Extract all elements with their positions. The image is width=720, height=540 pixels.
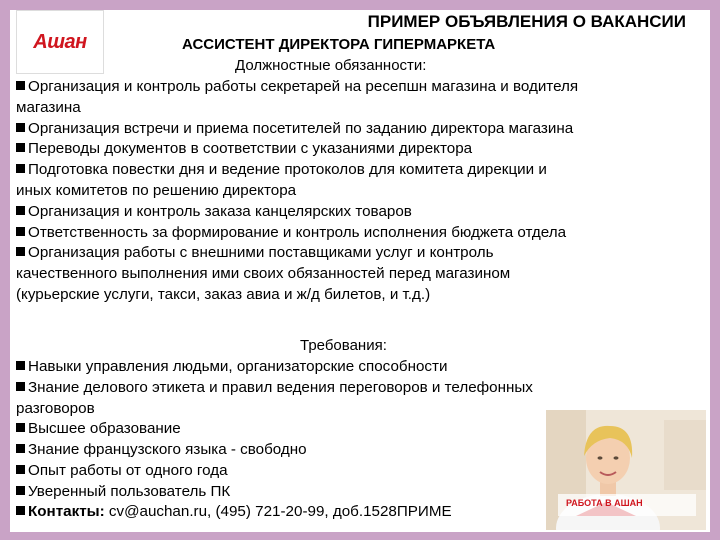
bullet-icon: [16, 206, 25, 215]
list-item: [16, 357, 708, 378]
employee-photo-image: [546, 410, 706, 530]
page-title: ПРИМЕР ОБЪЯВЛЕНИЯ О ВАКАНСИИ: [367, 12, 686, 31]
contacts-value: cv@auchan.ru, (495) 721-20-99, доб.1528ПРИМЕ: [104, 503, 452, 520]
bullet-icon: [16, 423, 25, 432]
slide: [10, 10, 710, 532]
employee-photo: [546, 410, 706, 530]
logo-text: Ашан: [33, 30, 87, 53]
photo-caption: РАБОТА В АШАН: [566, 498, 643, 508]
duties-list: [16, 77, 708, 306]
list-item-text: разговоров: [16, 399, 95, 417]
list-item: [16, 264, 708, 285]
list-item-text: Уверенный пользователь ПК: [28, 482, 231, 500]
list-item: [16, 119, 708, 140]
list-item: [16, 77, 708, 98]
list-item-text: Переводы документов в соответствии с указаниями директора: [28, 140, 473, 158]
bullet-icon: [16, 227, 25, 236]
list-item-text: Опыт работы от одного года: [28, 461, 228, 479]
bullet-icon: [16, 247, 25, 256]
auchan-logo: [16, 10, 104, 74]
bullet-icon: [16, 506, 25, 515]
list-item-text: Знание делового этикета и правил ведения переговоров и телефонных: [28, 378, 533, 396]
list-item: [16, 223, 708, 244]
bullet-icon: [16, 164, 25, 173]
list-item-text: иных комитетов по решению директора: [16, 181, 297, 199]
list-item: [16, 285, 708, 306]
list-item: [16, 202, 708, 223]
list-item-text: Организация встречи и приема посетителей по заданию директора магазина: [28, 119, 574, 137]
list-item-text: качественного выполнения ими своих обязанностей перед магазином: [16, 265, 511, 283]
list-item-text: Высшее образование: [28, 420, 181, 438]
bullet-icon: [16, 143, 25, 152]
bullet-icon: [16, 123, 25, 132]
bullet-icon: [16, 444, 25, 453]
bullet-icon: [16, 465, 25, 474]
list-item: [16, 243, 708, 264]
list-item-text: Знание французского языка - свободно: [28, 441, 307, 459]
list-item-text: Навыки управления людьми, организаторские способности: [28, 358, 448, 375]
list-item: [16, 181, 708, 202]
list-item: [16, 139, 708, 160]
list-item-text: Ответственность за формирование и контроль исполнения бюджета отдела: [28, 223, 567, 241]
list-item-text: (курьерские услуги, такси, заказ авиа и ж/д билетов, и т.д.): [16, 285, 431, 303]
duties-heading: Должностные обязанности:: [235, 57, 427, 74]
bullet-icon: [16, 382, 25, 391]
bullet-icon: [16, 81, 25, 90]
list-item: [16, 160, 708, 181]
list-item-text: Организация и контроль заказа канцелярских товаров: [28, 202, 412, 220]
list-item-text: магазина: [16, 98, 81, 116]
list-item-text: Организация работы с внешними поставщиками услуг и контроль: [28, 244, 494, 262]
bullet-icon: [16, 361, 25, 370]
contacts-label: Контакты:: [28, 503, 105, 520]
vacancy-title: АССИСТЕНТ ДИРЕКТОРА ГИПЕРМАРКЕТА: [182, 36, 496, 53]
list-item-text: Подготовка повестки дня и ведение протоколов для комитета дирекции и: [28, 161, 547, 179]
bullet-icon: [16, 486, 25, 495]
requirements-heading: Требования:: [300, 337, 387, 354]
list-item: [16, 378, 708, 399]
list-item: [16, 98, 708, 119]
list-item-text: Организация и контроль работы секретарей на ресепшн магазина и водителя: [28, 78, 579, 95]
